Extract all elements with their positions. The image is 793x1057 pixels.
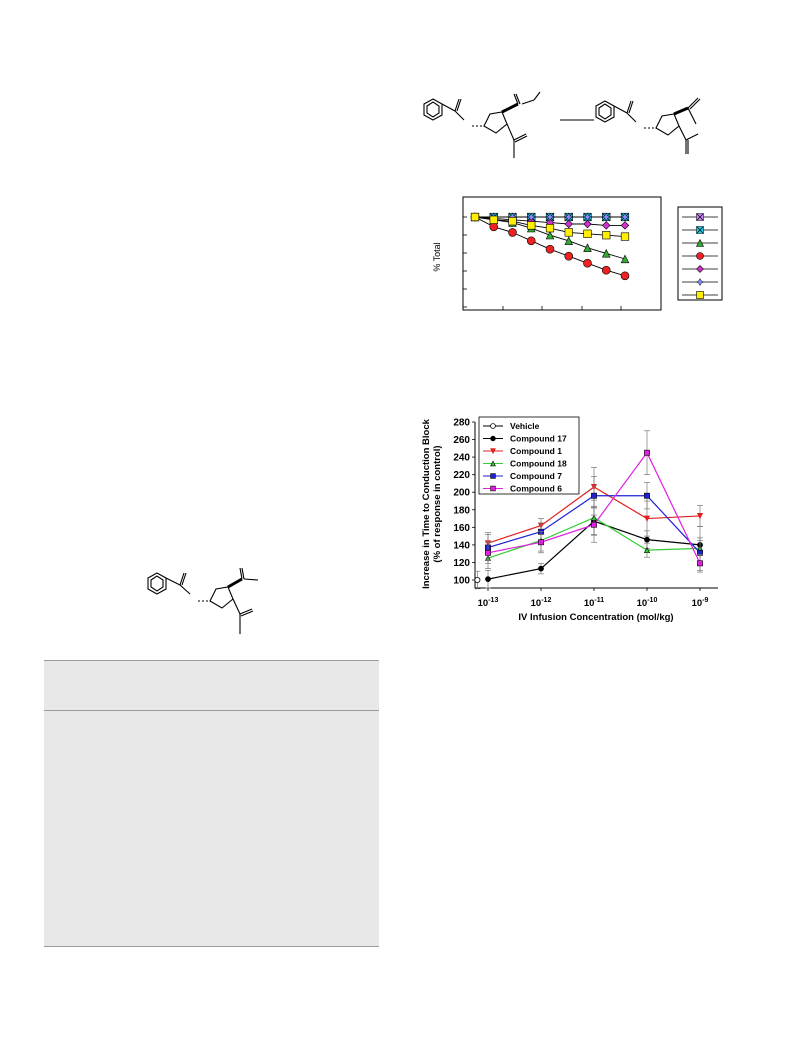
chart1-data-point xyxy=(602,231,610,239)
chart2-x-tick-label: $10^{-12}$ xyxy=(530,597,552,609)
chart2-x-axis-label: IV Infusion Concentration (mol/kg) xyxy=(518,612,674,623)
chart1-legend-marker xyxy=(697,253,704,260)
chart1-data-point xyxy=(509,217,517,225)
chart2-legend-marker xyxy=(491,436,496,441)
chart2-legend-label: Compound 7 xyxy=(510,471,562,482)
chart1-data-point xyxy=(621,233,629,241)
conduction-block-chart xyxy=(418,408,728,623)
chart2-data-point xyxy=(644,493,649,498)
chart2-legend-label: Compound 1 xyxy=(510,446,562,457)
chart2-data-point xyxy=(485,550,490,555)
chart1-y-axis-label: % Total xyxy=(432,242,442,272)
chart1-data-point xyxy=(584,259,592,267)
table-header-rule xyxy=(44,710,379,711)
chart2-legend-marker xyxy=(491,474,496,479)
chart1-data-point xyxy=(490,216,498,224)
chart2-x-tick-label: $10^{-11}$ xyxy=(583,597,605,609)
chart2-y-tick-label: 200 xyxy=(453,487,470,499)
chart2-legend-label: Compound 6 xyxy=(510,483,562,494)
chart1-data-point xyxy=(509,228,517,236)
chart2-y-tick-label: 180 xyxy=(453,505,470,517)
chart1-legend-marker xyxy=(697,227,704,234)
chart2-x-ticks xyxy=(478,588,709,609)
chart1-data-point xyxy=(602,222,610,230)
chart2-y-tick-label: 140 xyxy=(453,540,470,552)
structure-lower-left xyxy=(144,562,284,652)
chart1-data-point xyxy=(565,220,573,228)
chart1-data-point xyxy=(471,213,479,221)
table-box xyxy=(44,660,379,947)
percent-total-chart xyxy=(430,195,730,320)
top-scheme xyxy=(412,86,732,176)
chart2-data-point xyxy=(538,566,543,571)
chart1-data-point xyxy=(621,222,629,230)
chart1-data-point xyxy=(546,224,554,232)
chart2-data-point xyxy=(644,537,649,542)
chart2-y-tick-label: 280 xyxy=(453,417,470,429)
chart2-y-tick-label: 240 xyxy=(453,452,470,464)
chart1-data-point xyxy=(490,223,498,231)
chart2-data-point xyxy=(475,577,480,582)
chart1-data-point xyxy=(584,244,592,252)
chart1-data-point xyxy=(565,252,573,260)
chart2-y-tick-label: 220 xyxy=(453,470,470,482)
chart2-x-tick-label: $10^{-9}$ xyxy=(691,597,709,609)
chart1-data-point xyxy=(602,266,610,274)
chart2-y-tick-label: 100 xyxy=(453,575,470,587)
chart2-legend-marker xyxy=(491,424,496,429)
structure-left xyxy=(424,92,540,158)
chart2-x-tick-label: $10^{-10}$ xyxy=(636,597,658,609)
chart1-data-point xyxy=(584,230,592,238)
chart1-data-point xyxy=(565,229,573,237)
chart1-data-point xyxy=(527,222,535,230)
chart2-y-tick-label: 160 xyxy=(453,522,470,534)
chart2-legend-marker xyxy=(491,486,496,491)
chart2-data-point xyxy=(644,450,649,455)
chart1-data-point xyxy=(546,231,554,239)
structure-right xyxy=(596,98,700,154)
chart2-y-axis-label-line1: Increase in Time to Conduction Block xyxy=(421,419,432,589)
chart2-legend-label: Vehicle xyxy=(510,421,540,432)
chart1-data-point xyxy=(621,272,629,280)
chart2-legend-label: Compound 17 xyxy=(510,433,567,444)
chart2-data-point xyxy=(591,522,596,527)
chart2-y-axis-label-line2: (% of response in control) xyxy=(432,445,443,563)
chart1-legend-marker xyxy=(697,292,704,299)
chart1-legend-marker xyxy=(697,214,704,221)
chart2-data-point xyxy=(538,540,543,545)
chart1-data-point xyxy=(527,237,535,245)
chart1-data-point xyxy=(546,245,554,253)
chart1-series-group xyxy=(471,213,629,280)
chart1-data-point xyxy=(621,255,629,263)
chart2-data-point xyxy=(591,493,596,498)
chart1-data-point xyxy=(602,250,610,258)
chart2-data-point xyxy=(485,577,490,582)
chart2-x-tick-label: $10^{-13}$ xyxy=(477,597,499,609)
chart2-y-ticks xyxy=(453,418,475,587)
chart2-y-tick-label: 260 xyxy=(453,435,470,447)
chart2-y-tick-label: 120 xyxy=(453,557,470,569)
chart2-data-point xyxy=(697,561,702,566)
chart1-data-point xyxy=(565,237,573,245)
chart2-legend-label: Compound 18 xyxy=(510,458,567,469)
chart1-data-point xyxy=(584,220,592,228)
